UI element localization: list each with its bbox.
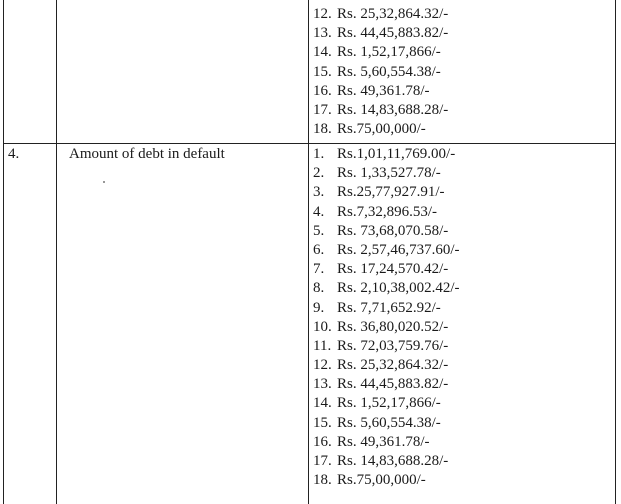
serial-number: 4. (8, 146, 20, 162)
item-number: 10. (313, 318, 332, 335)
table-divider-col1 (56, 0, 57, 504)
amount-list-item (313, 222, 460, 241)
item-number: 11. (313, 337, 332, 354)
item-number: 18. (313, 472, 332, 489)
item-number: 16. (313, 82, 332, 99)
amount-list-item (313, 318, 460, 337)
amount-list-item (313, 433, 460, 452)
item-number: 3. (313, 184, 325, 201)
amount-list-item (313, 145, 460, 164)
item-amount: Rs. 25,32,864.32/- (337, 357, 449, 374)
item-amount: Rs. 5,60,554.38/- (337, 63, 441, 80)
amount-list-item (313, 183, 460, 202)
amount-list-item (313, 120, 448, 139)
amount-list-item (313, 24, 448, 43)
item-number: 13. (313, 25, 332, 42)
item-amount: Rs.75,00,000/- (337, 472, 426, 489)
item-number: 17. (313, 101, 332, 118)
amount-list-item (313, 43, 448, 62)
item-amount: Rs. 36,80,020.52/- (337, 318, 449, 335)
item-number: 14. (313, 44, 332, 61)
item-number: 13. (313, 376, 332, 393)
item-amount: Rs. 44,45,883.82/- (337, 376, 449, 393)
table-border-left (3, 0, 4, 504)
item-number: 2. (313, 165, 325, 182)
scan-speck (103, 181, 105, 183)
amount-list-item (313, 394, 460, 413)
item-amount: Rs. 72,03,759.76/- (337, 337, 449, 354)
item-number: 8. (313, 280, 325, 297)
amount-list-item (313, 164, 460, 183)
item-amount: Rs.1,01,11,769.00/- (337, 146, 456, 162)
item-number: 18. (313, 121, 332, 138)
amount-list-item (313, 260, 460, 279)
item-amount: Rs. 2,10,38,002.42/- (337, 280, 460, 297)
item-amount: Rs. 14,83,688.28/- (337, 101, 449, 118)
amount-list-item (313, 279, 460, 298)
item-amount: Rs. 2,57,46,737.60/- (337, 241, 460, 258)
item-number: 17. (313, 453, 332, 469)
amount-list-item (313, 356, 460, 375)
item-amount: Rs. 5,60,554.38/- (337, 414, 441, 431)
item-amount: Rs. 73,68,070.58/- (337, 222, 449, 239)
amount-list-item (313, 299, 460, 318)
amount-list-item (313, 337, 460, 356)
item-number: 9. (313, 299, 325, 316)
item-number: 1. (313, 146, 325, 162)
item-amount: Rs. 17,24,570.42/- (337, 261, 449, 278)
item-amount: Rs. 44,45,883.82/- (337, 25, 449, 42)
item-number: 4. (313, 203, 325, 220)
item-amount: Rs. 1,52,17,866/- (337, 395, 441, 412)
amount-list-item (313, 375, 460, 394)
item-number: 15. (313, 63, 332, 80)
table-row-divider (3, 143, 616, 144)
item-number: 16. (313, 433, 332, 450)
table-border-right (615, 0, 616, 504)
item-number: 14. (313, 395, 332, 412)
item-amount: Rs.75,00,000/- (337, 121, 426, 138)
item-amount: Rs.25,77,927.91/- (337, 184, 445, 201)
amount-list-item (313, 203, 460, 222)
item-amount: Rs. 25,32,864.32/- (337, 6, 449, 22)
item-amount: Rs. 7,71,652.92/- (337, 299, 441, 316)
item-number: 6. (313, 241, 325, 258)
item-number: 7. (313, 261, 325, 278)
item-number: 12. (313, 357, 332, 374)
amount-list-item (313, 63, 448, 82)
amount-list-item (313, 101, 448, 120)
amount-list-item (313, 471, 460, 490)
amount-list-item (313, 5, 448, 24)
amount-list-item (313, 452, 460, 471)
item-amount: Rs.7,32,896.53/- (337, 203, 438, 220)
item-amount: Rs. 1,33,527.78/- (337, 165, 441, 182)
table-divider-col2 (308, 0, 309, 504)
amount-list-item (313, 241, 460, 260)
amount-list-item (313, 414, 460, 433)
item-amount: Rs. 14,83,688.28/- (337, 453, 449, 469)
item-number: 15. (313, 414, 332, 431)
top-row-amount-list (313, 5, 448, 139)
item-number: 12. (313, 6, 332, 22)
item-number: 5. (313, 222, 325, 239)
item-amount: Rs. 49,361.78/- (337, 433, 430, 450)
debt-amount-list (313, 145, 460, 490)
item-amount: Rs. 49,361.78/- (337, 82, 430, 99)
item-amount: Rs. 1,52,17,866/- (337, 44, 441, 61)
amount-list-item (313, 82, 448, 101)
particulars-label: Amount of debt in default (69, 146, 225, 162)
